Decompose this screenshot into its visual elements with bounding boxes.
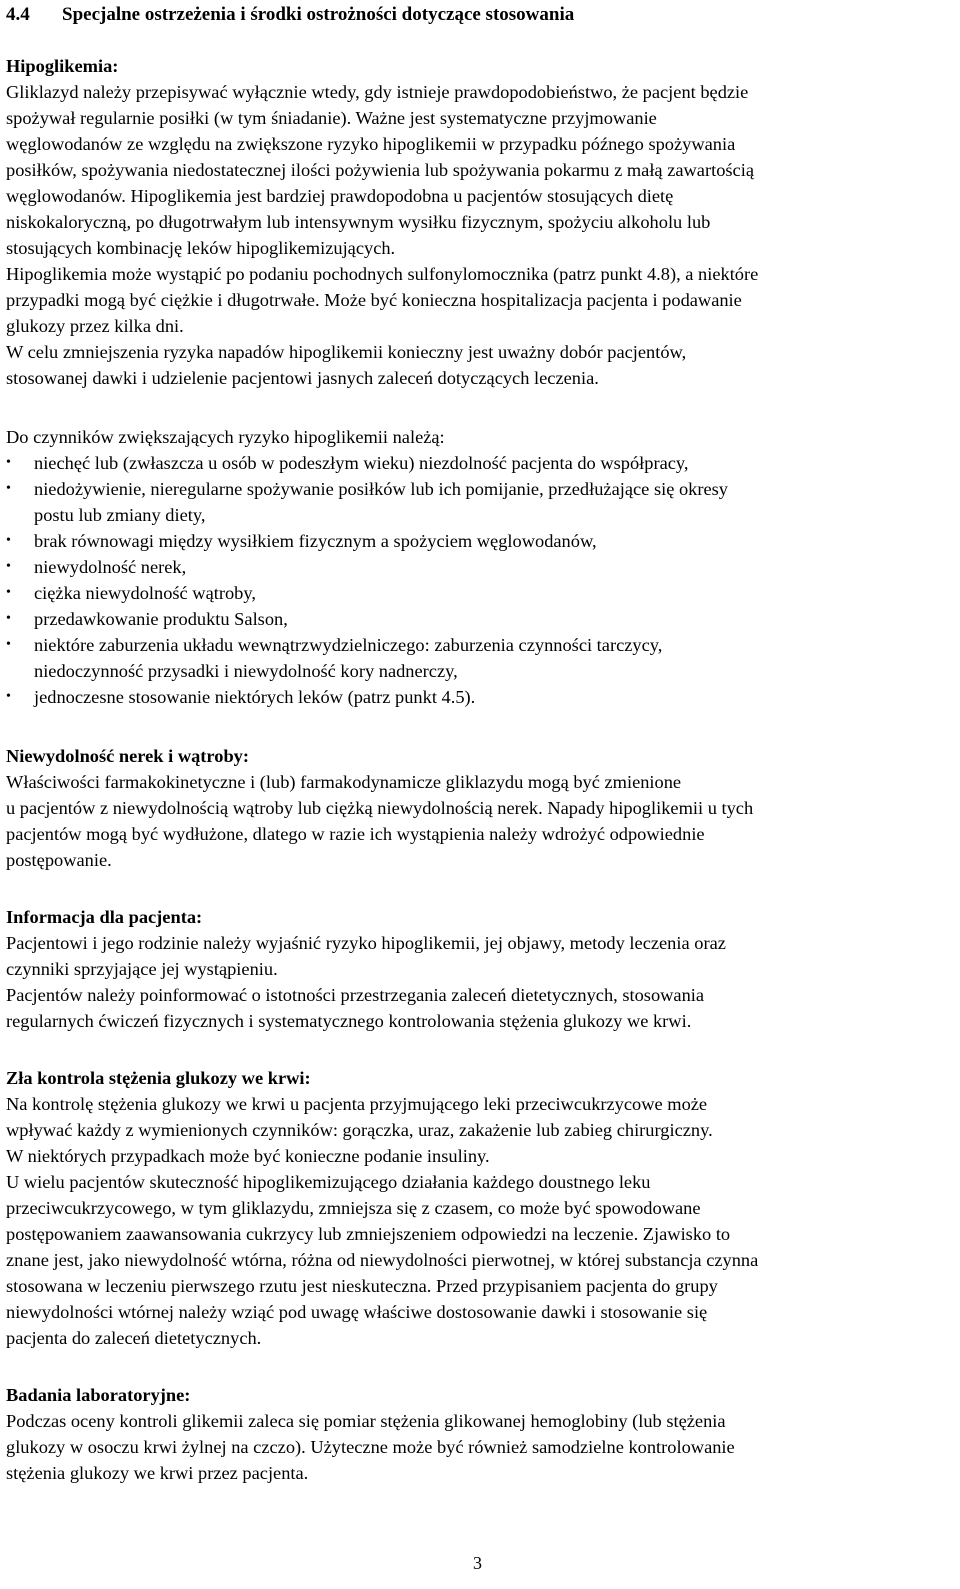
renal-hepatic-line: Właściwości farmakokinetyczne i (lub) farmakodynamicze gliklazydu mogą być zmienione	[6, 772, 682, 792]
bullet-icon: •	[6, 455, 11, 470]
bullet-icon: •	[6, 533, 11, 548]
bullet-icon: •	[6, 689, 11, 704]
list-item-text: niedoczynność przysadki i niewydolność kory nadnerczy,	[34, 661, 458, 681]
patient-info-line: regularnych ćwiczeń fizycznych i systematycznego kontrolowania stężenia glukozy we krwi.	[6, 1011, 692, 1031]
hypoglycemia-line: niskokaloryczną, po długotrwałym lub intensywnym wysiłku fizycznym, spożyciu alkoholu lub	[6, 212, 711, 232]
renal-hepatic-line: u pacjentów z niewydolnością wątroby lub ciężką niewydolnością nerek. Napady hipoglikemii u tych	[6, 798, 754, 818]
renal-hepatic-heading: Niewydolność nerek i wątroby:	[6, 746, 249, 766]
hypoglycemia-line: glukozy przez kilka dni.	[6, 316, 184, 336]
list-item-text: postu lub zmiany diety,	[34, 505, 206, 525]
hypoglycemia-line: stosowanej dawki i udzielenie pacjentowi jasnych zaleceń dotyczących leczenia.	[6, 368, 599, 388]
poor-control-line: pacjenta do zaleceń dietetycznych.	[6, 1328, 262, 1348]
hypoglycemia-line: Hipoglikemia może wystąpić po podaniu pochodnych sulfonylomocznika (patrz punkt 4.8), a niektóre	[6, 264, 759, 284]
bullet-icon: •	[6, 481, 11, 496]
list-item-text: niechęć lub (zwłaszcza u osób w podeszłym wieku) niezdolność pacjenta do współpracy,	[34, 453, 689, 473]
bullet-icon: •	[6, 637, 11, 652]
bullet-icon: •	[6, 611, 11, 626]
list-item-text: niedożywienie, nieregularne spożywanie posiłków lub ich pomijanie, przedłużające się okresy	[34, 479, 729, 499]
lab-tests-line: Podczas oceny kontroli glikemii zaleca się pomiar stężenia glikowanej hemoglobiny (lub stężenia	[6, 1411, 726, 1431]
hypoglycemia-heading: Hipoglikemia:	[6, 56, 119, 76]
poor-control-line: U wielu pacjentów skuteczność hipoglikemizującego działania każdego doustnego leku	[6, 1172, 651, 1192]
list-item-text: jednoczesne stosowanie niektórych leków (patrz punkt 4.5).	[34, 687, 476, 707]
risk-factors-intro: Do czynników zwiększających ryzyko hipoglikemii należą:	[6, 427, 445, 447]
poor-control-line: znane jest, jako niewydolność wtórna, różna od niewydolności pierwotnej, w której substancja czynna	[6, 1250, 759, 1270]
lab-tests-line: stężenia glukozy we krwi przez pacjenta.	[6, 1463, 309, 1483]
hypoglycemia-line: Gliklazyd należy przepisywać wyłącznie wtedy, gdy istnieje prawdopodobieństwo, że pacjent będzie	[6, 82, 749, 102]
list-item-text: niewydolność nerek,	[34, 557, 187, 577]
poor-control-line: W niektórych przypadkach może być konieczne podanie insuliny.	[6, 1146, 490, 1166]
poor-control-line: przeciwcukrzycowego, w tym gliklazydu, zmniejsza się z czasem, co może być spowodowane	[6, 1198, 701, 1218]
bullet-icon: •	[6, 559, 11, 574]
poor-control-heading: Zła kontrola stężenia glukozy we krwi:	[6, 1068, 311, 1088]
renal-hepatic-line: postępowanie.	[6, 850, 112, 870]
hypoglycemia-line: stosujących kombinację leków hipoglikemizujących.	[6, 238, 396, 258]
hypoglycemia-line: W celu zmniejszenia ryzyka napadów hipoglikemii konieczny jest uważny dobór pacjentów,	[6, 342, 687, 362]
poor-control-line: niewydolności wtórnej należy wziąć pod uwagę właściwe dostosowanie dawki i stosowanie się	[6, 1302, 708, 1322]
bullet-icon: •	[6, 585, 11, 600]
poor-control-line: postępowaniem zaawansowania cukrzycy lub zmniejszeniem odpowiedzi na leczenie. Zjawisko to	[6, 1224, 731, 1244]
poor-control-line: Na kontrolę stężenia glukozy we krwi u pacjenta przyjmującego leki przeciwcukrzycowe może	[6, 1094, 708, 1114]
page-number: 3	[473, 1553, 482, 1573]
section-heading	[6, 2, 575, 28]
hypoglycemia-line: węglowodanów. Hipoglikemia jest bardziej prawdopodobna u pacjentów stosujących dietę	[6, 186, 674, 206]
list-item-text: ciężka niewydolność wątroby,	[34, 583, 256, 603]
lab-tests-heading: Badania laboratoryjne:	[6, 1385, 191, 1405]
patient-info-line: czynniki sprzyjające jej wystąpieniu.	[6, 959, 278, 979]
lab-tests-line: glukozy w osoczu krwi żylnej na czczo). Użyteczne może być również samodzielne kontrolowanie	[6, 1437, 735, 1457]
renal-hepatic-line: pacjentów mogą być wydłużone, dlatego w razie ich wystąpienia należy wdrożyć odpowiednie	[6, 824, 705, 844]
patient-info-line: Pacjentowi i jego rodzinie należy wyjaśnić ryzyko hipoglikemii, jej objawy, metody leczenia oraz	[6, 933, 726, 953]
section-title: Specjalne ostrzeżenia i środki ostrożności dotyczące stosowania	[62, 4, 575, 25]
hypoglycemia-line: posiłków, spożywania niedostatecznej ilości pożywienia lub spożywania pokarmu z małą zawartością	[6, 160, 754, 180]
hypoglycemia-line: węglowodanów ze względu na zwiększone ryzyko hipoglikemii w przypadku późnego spożywania	[6, 134, 736, 154]
list-item-text: przedawkowanie produktu Salson,	[34, 609, 288, 629]
list-item-text: brak równowagi między wysiłkiem fizycznym a spożyciem węglowodanów,	[34, 531, 597, 551]
patient-info-line: Pacjentów należy poinformować o istotności przestrzegania zaleceń dietetycznych, stosowania	[6, 985, 705, 1005]
list-item-text: niektóre zaburzenia układu wewnątrzwydzielniczego: zaburzenia czynności tarczycy,	[34, 635, 663, 655]
poor-control-line: wpływać każdy z wymienionych czynników: gorączka, uraz, zakażenie lub zabieg chirurgiczny.	[6, 1120, 713, 1140]
hypoglycemia-line: spożywał regularnie posiłki (w tym śniadanie). Ważne jest systematyczne przyjmowanie	[6, 108, 657, 128]
poor-control-line: stosowana w leczeniu pierwszego rzutu jest nieskuteczna. Przed przypisaniem pacjenta do grupy	[6, 1276, 718, 1296]
section-number: 4.4	[6, 4, 30, 25]
hypoglycemia-line: przypadki mogą być ciężkie i długotrwałe. Może być konieczna hospitalizacja pacjenta i podawanie	[6, 290, 742, 310]
patient-info-heading: Informacja dla pacjenta:	[6, 907, 203, 927]
